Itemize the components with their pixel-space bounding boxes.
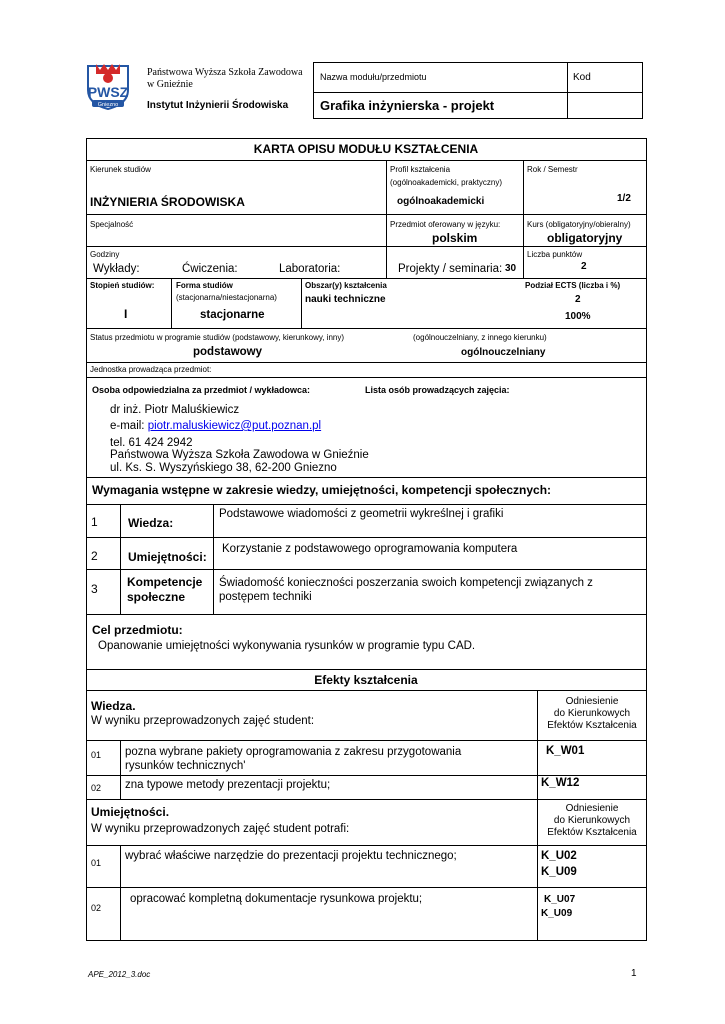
goal-title: Cel przedmiotu:: [92, 623, 183, 637]
language-value: polskim: [432, 231, 478, 245]
email-link[interactable]: piotr.maluskiewicz@put.poznan.pl: [147, 420, 322, 432]
study-level-label: Stopień studiów:: [90, 281, 155, 290]
reference-line: Odniesienie: [565, 696, 619, 707]
knowledge-title: Wiedza.: [91, 699, 136, 713]
prerequisites-title: Wymagania wstępne w zakresie wiedzy, umiejętności, kompetencji społecznych:: [92, 483, 552, 497]
prereq-num: 2: [91, 549, 98, 563]
status2-value: ogólnouczelniany: [461, 347, 546, 358]
prereq-text: Korzystanie z podstawowego oprogramowania komputera: [222, 543, 518, 555]
lectures-label: Wykłady:: [93, 263, 140, 275]
reference-line: do Kierunkowych: [553, 708, 631, 719]
prereq-text: postępem techniki: [219, 591, 312, 603]
field-of-study-label: Kierunek studiów: [90, 165, 151, 174]
education-area-value: nauki techniczne: [305, 294, 386, 305]
effect-text: opracować kompletną dokumentacje rysunkowa projektu;: [130, 893, 423, 905]
teachers-list-label: Lista osób prowadzących zajęcia:: [365, 385, 510, 395]
school-full-name: Państwowa Wyższa Szkoła Zawodowa w Gnieźnie: [110, 449, 369, 461]
skills-title: Umiejętności.: [91, 805, 170, 819]
prereq-num: 3: [91, 582, 98, 596]
module-name: Grafika inżynierska - projekt: [320, 98, 495, 113]
person-name: dr inż. Piotr Maluśkiewicz: [110, 404, 240, 416]
labs-label: Laboratoria:: [279, 263, 341, 275]
school-address: ul. Ks. S. Wyszyńskiego 38, 62-200 Gniezno: [110, 462, 337, 474]
effect-text: wybrać właściwe narzędzie do prezentacji projektu technicznego;: [125, 850, 457, 862]
reference-line: Efektów Kształcenia: [547, 827, 637, 838]
ects-points-value: 2: [581, 261, 587, 272]
reference-line: do Kierunkowych: [553, 815, 631, 826]
prereq-label: Umiejętności:: [128, 550, 207, 564]
specialty-label: Specjalność: [90, 220, 134, 229]
phone: tel. 61 424 2942: [110, 437, 193, 449]
prereq-num: 1: [91, 515, 98, 529]
effects-title: Efekty kształcenia: [314, 673, 418, 687]
logo-subtext: Gniezno: [97, 102, 119, 108]
study-form-value: stacjonarne: [200, 309, 265, 321]
ects-split-label: Podział ECTS (liczba i %): [525, 281, 621, 290]
effect-text: pozna wybrane pakiety oprogramowania z zakresu przygotowania: [125, 746, 462, 758]
language-label: Przedmiot oferowany w języku:: [390, 220, 501, 229]
projects-label: Projekty / seminaria:: [398, 263, 503, 275]
prereq-text: Świadomość konieczności poszerzania swoich kompetencji związanych z: [219, 577, 593, 589]
logo-text: PWSZ: [87, 84, 129, 100]
course-type-value: obligatoryjny: [547, 231, 623, 245]
effect-code: K_W01: [546, 745, 585, 757]
card-title: KARTA OPISU MODUŁU KSZTAŁCENIA: [253, 142, 479, 156]
projects-hours: 30: [505, 263, 517, 274]
prereq-label: Kompetencje: [127, 575, 203, 589]
status-value: podstawowy: [193, 346, 263, 358]
email-line: [110, 420, 321, 432]
prereq-label: społeczne: [127, 590, 186, 604]
ects-points-label: Liczba punktów: [527, 250, 583, 259]
study-level-value: I: [124, 307, 128, 321]
profile-label: Profil kształcenia: [390, 165, 451, 174]
effect-code: K_U02: [541, 850, 577, 862]
ects-split-value: 2: [575, 294, 581, 305]
institute-name: Instytut Inżynierii Środowiska: [147, 100, 289, 111]
reference-header: [538, 803, 646, 839]
skills-intro: W wyniku przeprowadzonych zajęć student potrafi:: [91, 823, 350, 835]
profile-value: ogólnoakademicki: [397, 196, 485, 207]
prereq-text: Podstawowe wiadomości z geometrii wykreślnej i grafiki: [219, 508, 504, 520]
reference-line: Efektów Kształcenia: [547, 720, 637, 731]
effect-text: zna typowe metody prezentacji projektu;: [125, 779, 331, 791]
responsible-person-label: Osoba odpowiedzialna za przedmiot / wykładowca:: [92, 385, 311, 395]
course-type-label: Kurs (obligatoryjny/obieralny): [527, 220, 631, 229]
field-of-study-value: INŻYNIERIA ŚRODOWISKA: [90, 195, 245, 209]
module-name-label: Nazwa modułu/przedmiotu: [320, 72, 427, 82]
school-name-line2: w Gnieźnie: [147, 79, 193, 90]
effect-text: rysunków technicznych': [125, 760, 246, 772]
ects-split-percent: 100%: [565, 311, 591, 322]
reference-header: [538, 696, 646, 732]
profile-label-sub: (ogólnoakademicki, praktyczny): [390, 178, 503, 187]
hours-label: Godziny: [90, 250, 120, 259]
effect-num: 02: [91, 903, 102, 913]
effect-code: K_W12: [541, 777, 580, 789]
footer-page-number: 1: [631, 968, 637, 979]
status2-label: (ogólnouczelniany, z innego kierunku): [413, 333, 547, 342]
effect-code: K_U07: [544, 894, 576, 905]
effect-code: K_U09: [541, 908, 573, 919]
unit-label: Jednostka prowadząca przedmiot:: [90, 365, 212, 374]
prereq-label: Wiedza:: [128, 516, 174, 530]
footer-filename: APE_2012_3.doc: [88, 970, 151, 979]
reference-line: Odniesienie: [565, 803, 619, 814]
exercises-label: Ćwiczenia:: [182, 263, 238, 275]
knowledge-intro: W wyniku przeprowadzonych zajęć student:: [91, 715, 315, 727]
status-label: Status przedmiotu w programie studiów (podstawowy, kierunkowy, inny): [90, 333, 345, 342]
effect-num: 01: [91, 858, 102, 868]
school-logo: [84, 60, 132, 110]
year-semester-label: Rok / Semestr: [527, 165, 578, 174]
code-label: Kod: [573, 72, 591, 83]
education-area-label: Obszar(y) kształcenia: [305, 281, 387, 290]
study-form-sub: (stacjonarna/niestacjonarna): [176, 293, 277, 302]
email-prefix: e-mail:: [110, 420, 148, 432]
effect-num: 02: [91, 783, 102, 793]
school-name-line1: Państwowa Wyższa Szkoła Zawodowa: [147, 67, 303, 78]
year-semester-value: 1/2: [617, 193, 631, 204]
effect-code: K_U09: [541, 866, 577, 878]
study-form-label: Forma studiów: [176, 281, 233, 290]
effect-num: 01: [91, 750, 102, 760]
goal-text: Opanowanie umiejętności wykonywania rysunków w programie typu CAD.: [98, 640, 476, 652]
